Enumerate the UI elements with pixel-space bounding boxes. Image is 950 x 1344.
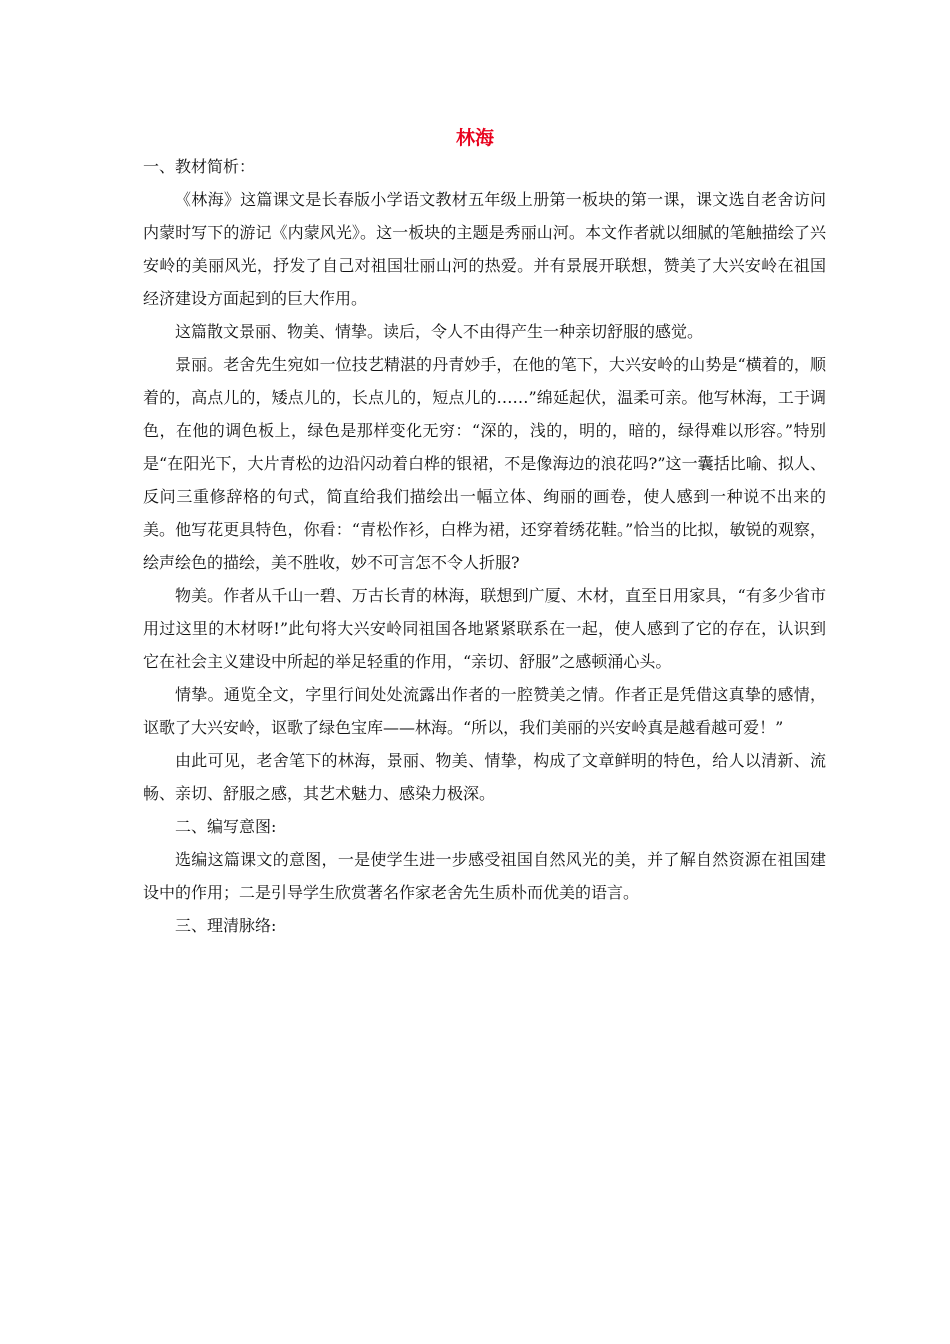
paragraph-summary: 这篇散文景丽、物美、情挚。读后，令人不由得产生一种亲切舒服的感觉。	[175, 322, 704, 341]
document-title: 林海	[455, 127, 494, 149]
section-heading-2: 二、编写意图:	[175, 817, 277, 836]
paragraph-scenery: 景丽。老舍先生宛如一位技艺精湛的丹青妙手，在他的笔下，大兴安岭的山势是“横着的，顺着的，高点儿的，矮点儿的，长点儿的，短点儿的……”绵延起伏，温柔可亲。他写林海，工于调色，在他的调色板上，绿色是那样变化无穷：“深的，浅的，明的，暗的，绿得难以形容。”特别是“在阳光下，大片青松的边沿闪动着白桦的银裙，不是像海边的浪花吗?”这一囊括比喻、拟人、反问三重修辞格的句式，简直给我们描绘出一幅立体、绚丽的画卷，使人感到一种说不出来的美。他写花更具特色，你看：“青松作衫，白桦为裙，还穿着绣花鞋。”恰当的比拟，敏锐的观察，绘声绘色的描绘，美不胜收，妙不可言怎不令人折服?	[143, 355, 826, 572]
paragraph-conclusion: 由此可见，老舍笔下的林海，景丽、物美、情挚，构成了文章鲜明的特色，给人以清新、流畅、亲切、舒服之感，其艺术魅力、感染力极深。	[143, 751, 826, 803]
paragraph-objects: 物美。作者从千山一碧、万古长青的林海，联想到广厦、木材，直至日用家具，“有多少省市用过这里的木材呀!”此句将大兴安岭同祖国各地紧紧联系在一起，使人感到了它的存在，认识到它在社会主义建设中所起的举足轻重的作用，“亲切、舒服”之感顿涌心头。	[143, 586, 826, 671]
section-heading-3: 三、理清脉络:	[175, 916, 277, 935]
paragraph-intent: 选编这篇课文的意图，一是使学生进一步感受祖国自然风光的美，并了解自然资源在祖国建设中的作用；二是引导学生欣赏著名作家老舍先生质朴而优美的语言。	[143, 850, 826, 902]
document-body	[143, 150, 826, 942]
paragraph-intro: 《林海》这篇课文是长春版小学语文教材五年级上册第一板块的第一课，课文选自老舍访问内蒙时写下的游记《内蒙风光》。这一板块的主题是秀丽山河。本文作者就以细腻的笔触描绘了兴安岭的美丽风光，抒发了自己对祖国壮丽山河的热爱。并有景展开联想，赞美了大兴安岭在祖国经济建设方面起到的巨大作用。	[143, 190, 826, 308]
section-heading-1: 一、教材简析：	[143, 157, 256, 176]
paragraph-emotion: 情挚。通览全文，字里行间处处流露出作者的一腔赞美之情。作者正是凭借这真挚的感情，讴歌了大兴安岭，讴歌了绿色宝库——林海。“所以，我们美丽的兴安岭真是越看越可爱！”	[143, 685, 826, 737]
